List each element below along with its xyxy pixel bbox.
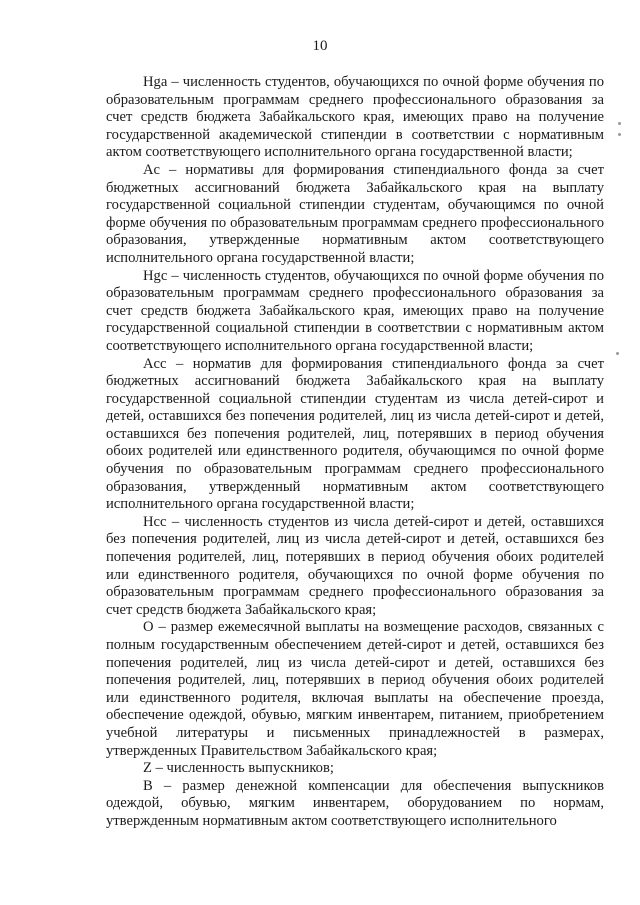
paragraph-hga-definition: Hga – численность студентов, обучающихся по очной форме обучения по образовательным программам среднего профессионального образования за счет средств бюджета Забайкальского края, имеющих право на получение государственной академической стипендии в соответствии с нормативным актом соответствующего исполнительного органа государственной власти; bbox=[106, 74, 604, 161]
scan-speck bbox=[618, 122, 621, 125]
paragraph-ac-definition: Ac – нормативы для формирования стипендиального фонда за счет бюджетных ассигнований бюджета Забайкальского края на выплату государственной социальной стипендии студентам, обучающимся по очной форме обучения по образовательным программам среднего профессионального образования, утвержденные нормативным актом соответствующего исполнительного органа государственной власти; bbox=[106, 161, 604, 266]
paragraph-b-definition: B – размер денежной компенсации для обеспечения выпускников одеждой, обувью, мягким инвентарем, оборудованием по нормам, утвержденным нормативным актом соответствующего исполнительного bbox=[106, 777, 604, 829]
paragraph-hcc-definition: Hcc – численность студентов из числа детей-сирот и детей, оставшихся без попечения родителей, лиц из числа детей-сирот и детей, оставшихся без попечения родителей, лиц, потерявших в период обучения обоих родителей или единственного родителя, обучающихся по очной форме обучения по образовательным программам среднего профессионального образования за счет средств бюджета Забайкальского края; bbox=[106, 513, 604, 618]
scan-speck bbox=[618, 133, 621, 136]
scan-speck bbox=[616, 352, 619, 355]
page-number: 10 bbox=[312, 38, 328, 54]
paragraph-hgc-definition: Hgc – численность студентов, обучающихся по очной форме обучения по образовательным программам среднего профессионального образования за счет средств бюджета Забайкальского края, имеющих право на получение государственной социальной стипендии в соответствии с нормативным актом соответствующего исполнительного органа государственной власти; bbox=[106, 267, 604, 354]
paragraph-acc-definition: Acc – норматив для формирования стипендиального фонда за счет бюджетных ассигнований бюджета Забайкальского края на выплату государственной социальной стипендии студентам из числа детей-сирот и детей, оставшихся без попечения родителей, лиц из числа детей-сирот и детей, оставшихся без попечения родителей, лиц, потерявших в период обучения обоих родителей или единственного родителя, обучающимся по очной форме обучения по образовательным программам среднего профессионального образования, утвержденный нормативным актом соответствующего исполнительного органа государственной власти; bbox=[106, 355, 604, 513]
paragraph-o-definition: O – размер ежемесячной выплаты на возмещение расходов, связанных с полным государственным обеспечением детей-сирот и детей, оставшихся без попечения родителей, лиц из числа детей-сирот и детей, оставшихся без попечения родителей, лиц, потерявших в период обучения обоих родителей или единственного родителя, включая выплаты на обеспечение проезда, обеспечение одеждой, обувью, мягким инвентарем, питанием, приобретением учебной литературы и письменных принадлежностей в размерах, утвержденных Правительством Забайкальского края; bbox=[106, 619, 604, 759]
document-body bbox=[106, 74, 604, 831]
paragraph-z-definition: Z – численность выпускников; bbox=[143, 760, 334, 777]
